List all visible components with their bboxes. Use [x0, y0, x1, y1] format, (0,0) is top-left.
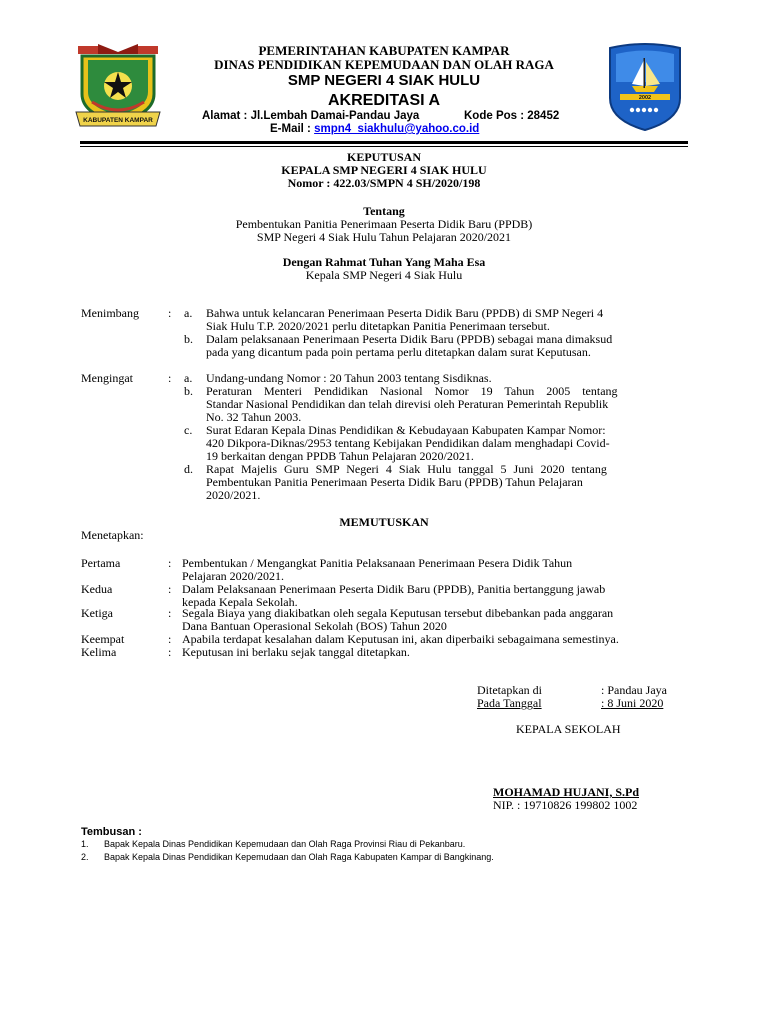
mengingat-c-line3: 19 berkaitan dengan PPDB Tahun Pelajaran 2020/2021.	[206, 449, 474, 463]
kedua-colon: :	[168, 582, 172, 596]
menimbang-a-letter: a.	[184, 306, 193, 320]
mengingat-a-letter: a.	[184, 371, 193, 385]
tembusan-item: Bapak Kepala Dinas Pendidikan Kepemudaan dan Olah Raga Kabupaten Kampar di Bangkinang.	[104, 852, 494, 862]
mengingat-d-line2: Pembentukan Panitia Penerimaan Peserta Didik Baru (PPDB) Tahun Pelajaran	[206, 475, 583, 489]
kelima-colon: :	[168, 645, 172, 659]
title-keputusan: KEPUTUSAN	[346, 150, 421, 164]
signatory-name: MOHAMAD HUJANI, S.Pd	[493, 785, 639, 799]
pertama-line2: Pelajaran 2020/2021.	[182, 569, 284, 583]
menimbang-b-line2: pada yang dicantum pada poin pertama perlu ditetapkan dalam surat Keputusan.	[206, 345, 591, 359]
ketiga-label: Ketiga	[81, 606, 113, 620]
tembusan-item: Bapak Kepala Dinas Pendidikan Kepemudaan dan Olah Raga Provinsi Riau di Pekanbaru.	[104, 839, 466, 849]
rahmat-line: Dengan Rahmat Tuhan Yang Maha Esa	[282, 255, 486, 269]
menimbang-b-letter: b.	[184, 332, 193, 346]
keempat-colon: :	[168, 632, 172, 646]
pertama-label: Pertama	[81, 556, 121, 570]
kelima-line1: Keputusan ini berlaku sejak tanggal ditetapkan.	[182, 645, 410, 659]
kelima-label: Kelima	[81, 645, 117, 659]
kedua-label: Kedua	[81, 582, 113, 596]
subject-line2: SMP Negeri 4 Siak Hulu Tahun Pelajaran 2020/2021	[256, 230, 512, 244]
mengingat-label: Mengingat	[81, 371, 133, 385]
school-name: SMP NEGERI 4 SIAK HULU	[287, 72, 481, 89]
tanggal-value: : 8 Juni 2020	[601, 696, 664, 710]
mengingat-d-line3: 2020/2021.	[206, 488, 261, 502]
title-nomor: Nomor : 422.03/SMPN 4 SH/2020/198	[287, 176, 481, 190]
ditetapkan-value: : Pandau Jaya	[601, 683, 667, 697]
keempat-line1: Apabila terdapat kesalahan dalam Keputusan ini, akan diperbaiki sebagaimana semestinya.	[182, 632, 619, 646]
tembusan-item-num: 2.	[81, 852, 89, 862]
kampar-regency-logo	[72, 42, 164, 130]
kepala-sekolah-title: KEPALA SEKOLAH	[516, 722, 621, 736]
title-kepala: KEPALA SMP NEGERI 4 SIAK HULU	[281, 163, 487, 177]
pertama-colon: :	[168, 556, 172, 570]
tanggal-label: Pada Tanggal	[477, 696, 542, 710]
mengingat-d-letter: d.	[184, 462, 193, 476]
email-row	[270, 123, 479, 136]
keempat-label: Keempat	[81, 632, 125, 646]
mengingat-b-line3: No. 32 Tahun 2003.	[206, 410, 302, 424]
header-divider-thick	[80, 141, 688, 144]
kedua-line2: kepada Kepala Sekolah.	[182, 595, 298, 609]
kedua-line1: Dalam Pelaksanaan Penerimaan Peserta Didik Baru (PPDB), Panitia bertanggung jawab	[182, 582, 606, 596]
postal-code: Kode Pos : 28452	[464, 110, 560, 122]
right-logo-year: 2002	[638, 95, 652, 101]
address: Alamat : Jl.Lembah Damai-Pandau Jaya	[202, 110, 420, 122]
email-label: E-Mail :	[270, 123, 311, 135]
gov-header-line1: PEMERINTAHAN KABUPATEN KAMPAR	[258, 43, 510, 58]
ketiga-line1: Segala Biaya yang diakibatkan oleh segala Keputusan tersebut dibebankan pada anggaran	[182, 606, 614, 620]
tembusan-title: Tembusan :	[81, 826, 142, 838]
mengingat-c-line1: Surat Edaran Kepala Dinas Pendidikan & Kebudayaan Kabupaten Kampar Nomor:	[206, 423, 606, 437]
menimbang-a-line2: Siak Hulu T.P. 2020/2021 perlu ditetapkan Panitia Penerimaan tersebut.	[206, 319, 550, 333]
header-divider-thin	[80, 146, 688, 147]
gov-header-line2: DINAS PENDIDIKAN KEPEMUDAAN DAN OLAH RAGA	[214, 57, 554, 72]
mengingat-a-line1: Undang-undang Nomor : 20 Tahun 2003 tentang Sisdiknas.	[206, 371, 492, 385]
menetapkan-label: Menetapkan:	[81, 528, 144, 542]
email-link[interactable]: smpn4_siakhulu@yahoo.co.id	[314, 123, 480, 135]
mengingat-d-line1: Rapat Majelis Guru SMP Negeri 4 Siak Hulu tanggal 5 Juni 2020 tentang	[206, 462, 607, 476]
mengingat-colon: :	[168, 371, 172, 385]
memutuskan-heading: MEMUTUSKAN	[339, 515, 429, 529]
subject-line1: Pembentukan Panitia Penerimaan Peserta Didik Baru (PPDB)	[235, 217, 533, 231]
school-district-logo	[606, 42, 684, 132]
ketiga-line2: Dana Bantuan Operasional Sekolah (BOS) Tahun 2020	[182, 619, 447, 633]
menimbang-a-line1: Bahwa untuk kelancaran Penerimaan Peserta Didik Baru (PPDB) di SMP Negeri 4	[206, 306, 604, 320]
ketiga-colon: :	[168, 606, 172, 620]
pertama-line1: Pembentukan / Mengangkat Panitia Pelaksanaan Penerimaan Pesera Didik Tahun	[182, 556, 573, 570]
tentang-label: Tentang	[363, 204, 405, 218]
mengingat-c-line2: 420 Dikpora-Diknas/2953 tentang Kebijakan Pendidikan dalam menghadapi Covid-	[206, 436, 610, 450]
menimbang-b-line1: Dalam pelaksanaan Penerimaan Peserta Didik Baru (PPDB) sebagai mana dimaksud	[206, 332, 613, 346]
left-logo-text: KABUPATEN KAMPAR	[83, 117, 153, 124]
mengingat-c-letter: c.	[184, 423, 193, 437]
tembusan-item-num: 1.	[81, 839, 89, 849]
kepala-line: Kepala SMP Negeri 4 Siak Hulu	[305, 268, 463, 282]
menimbang-colon: :	[168, 306, 172, 320]
menimbang-label: Menimbang	[81, 306, 139, 320]
accreditation: AKREDITASI A	[328, 92, 440, 109]
signatory-nip: NIP. : 19710826 199802 1002	[493, 798, 638, 812]
mengingat-b-letter: b.	[184, 384, 193, 398]
mengingat-b-line2: Standar Nasional Pendidikan dan telah direvisi oleh Peraturan Pemerintah Republik	[206, 397, 609, 411]
mengingat-b-line1: Peraturan Menteri Pendidikan Nasional Nomor 19 Tahun 2005 tentang	[206, 384, 618, 398]
ditetapkan-label: Ditetapkan di	[477, 683, 542, 697]
